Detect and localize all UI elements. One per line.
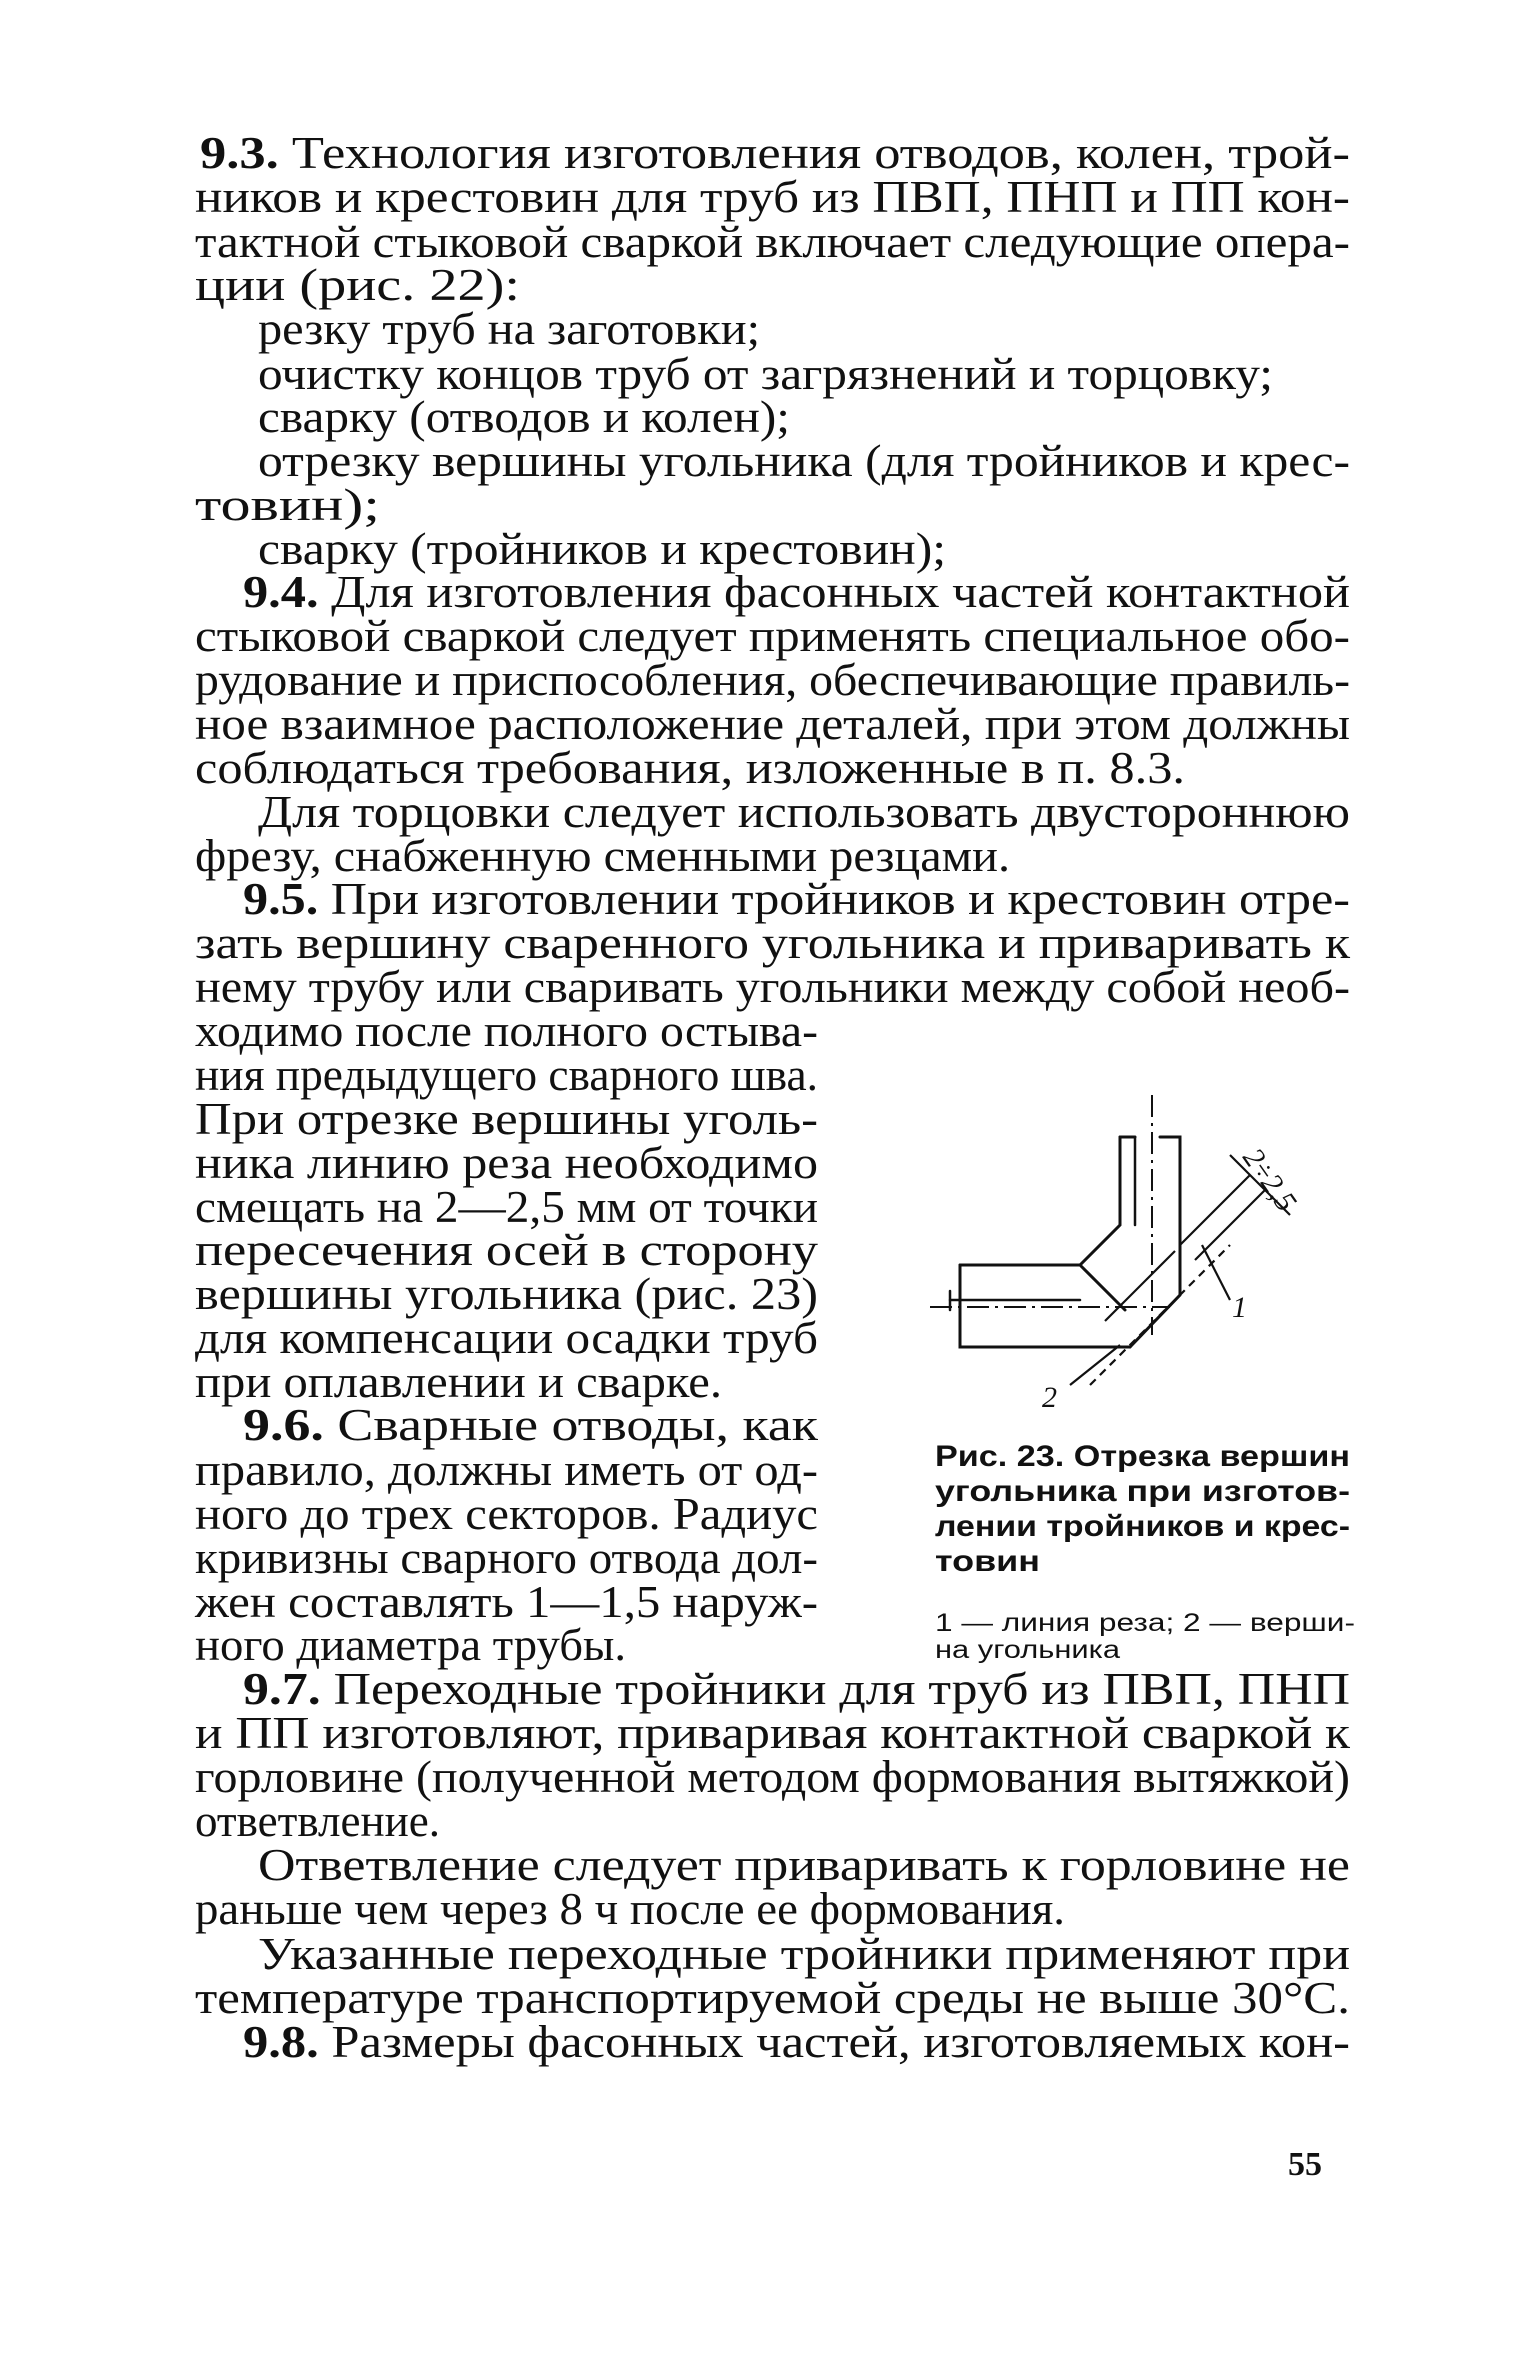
line-text: ции (рис. 22): [195,260,520,310]
line-text: отрезку вершины угольника (для тройников и крес- [258,436,1350,486]
text-line [195,1708,1350,1758]
text-line [195,1357,722,1407]
text-line [195,1884,1065,1934]
line-text: правило, должны иметь от од- [195,1445,818,1495]
line-text: фрезу, снабженную сменными резцами. [195,831,1010,881]
legend-line: 1 — линия реза; 2 — верши- [935,1609,1355,1637]
line-text: смещать на 2—2,5 мм от точки [195,1182,818,1232]
text-line [195,611,1350,661]
line-text: товин); [195,480,380,530]
text-line [195,1489,818,1539]
line-text: тактной стыковой сваркой включает следующие опера- [195,217,1350,267]
caption-line: товин [935,1545,1040,1578]
dimension-line-a [1180,1175,1250,1245]
line-text: ответвление. [195,1796,440,1846]
text-line [195,918,1350,968]
line-text: сварку (тройников и крестовин); [258,524,946,574]
line-text: и ПП изготовляют, приваривая контактной сваркой к [195,1708,1350,1758]
line-text: ния предыдущего сварного шва. [195,1050,819,1100]
text-line [258,436,1350,486]
page-number: 55 [1288,2146,1322,2183]
line-text: нему трубу или сваривать угольники между собой необ- [195,962,1350,1012]
text-line [258,1840,1350,1890]
text-line [243,567,1351,617]
text-line [195,699,1350,749]
label-1: 1 [1232,1291,1247,1324]
caption-line: угольника при изготов- [935,1475,1350,1508]
text-line [195,962,1350,1012]
text-line [258,787,1350,837]
line-text: Для торцовки следует использовать двустороннюю [258,787,1350,837]
line-text: При изготовлении тройников и крестовин отре- [318,874,1350,924]
line-text: ного до трех секторов. Радиус [195,1489,818,1539]
text-line [195,1225,818,1275]
text-line [195,1577,818,1627]
line-text: раньше чем через 8 ч после ее формования. [195,1884,1065,1934]
text-line [195,1269,818,1319]
line-text: резку труб на заготовки; [258,304,760,354]
line-text: рудование и приспособления, обеспечивающие правиль- [195,655,1350,705]
text-line [243,1400,818,1450]
text-line [195,743,1185,793]
line-text: соблюдаться требования, изложенные в п. 8.3. [195,743,1185,793]
text-line [195,1752,1350,1802]
line-text: Для изготовления фасонных частей контактной [318,567,1351,617]
text-line [243,2017,1350,2067]
line-text: стыковой сваркой следует применять специальное обо- [195,611,1350,661]
text-line [195,217,1350,267]
line-text: ное взаимное расположение деталей, при этом должны [195,699,1350,749]
figure-23-drawing [930,1095,1360,1425]
text-line [258,392,790,442]
line-text: вершины угольника (рис. 23) [195,1269,818,1319]
text-line [195,831,1010,881]
line-text: Переходные тройники для труб из ПВП, ПНП [320,1664,1350,1714]
line-text: ного диаметра трубы. [195,1620,626,1670]
line-text: при оплавлении и сварке. [195,1357,722,1407]
line-text: кривизны сварного отвода дол- [195,1533,818,1583]
text-line [195,1533,818,1583]
section-number: 9.5. [243,874,319,924]
text-line [258,304,760,354]
text-line [195,172,1350,222]
text-line [195,1620,626,1670]
line-text: сварку (отводов и колен); [258,392,790,442]
line-text: Указанные переходные тройники применяют при [258,1929,1350,1979]
legend-line: на угольника [935,1636,1120,1664]
line-text: ников и крестовин для труб из ПВП, ПНП и ПП кон- [195,172,1350,222]
line-text: Ответвление следует приваривать к горловине не [258,1840,1350,1890]
text-line [195,1050,819,1100]
pipe-outline-inner [960,1137,1120,1265]
line-text: зать вершину сваренного угольника и приваривать к [195,918,1350,968]
text-line [243,1664,1350,1714]
elbow-cut-diagram [930,1095,1360,1425]
text-line [243,874,1350,924]
line-text: для компенсации осадки труб [195,1313,818,1363]
line-text: пересечения осей в сторону [195,1225,818,1275]
text-line [195,1313,818,1363]
line-text: Размеры фасонных частей, изготовляемых кон- [318,2017,1350,2067]
section-number: 9.4. [243,567,319,617]
section-number: 9.7. [243,1664,321,1714]
text-line [258,349,1273,399]
section-number: 9.3. [200,128,279,178]
line-text: Сварные отводы, как [323,1400,818,1450]
line-text: очистку концов труб от загрязнений и торцовку; [258,349,1273,399]
text-line [195,1182,818,1232]
text-line [195,1973,1350,2023]
line-text: жен составлять 1—1,5 наруж- [195,1577,818,1627]
text-line [200,128,1351,178]
line-text: ходимо после полного остыва- [195,1006,818,1056]
section-number: 9.6. [243,1400,324,1450]
weld-line [1080,1265,1125,1310]
caption-line: лении тройников и крес- [935,1510,1350,1543]
line-text: При отрезке вершины уголь- [195,1094,818,1144]
text-line [258,524,946,574]
caption-line: Рис. 23. Отрезка вершин [935,1440,1350,1473]
text-line [195,260,520,310]
line-text: ника линию реза необходимо [195,1138,818,1188]
pipe-outline-vertical [1120,1137,1180,1347]
leader-1 [1202,1245,1230,1300]
text-line [258,1929,1350,1979]
text-line [195,1445,818,1495]
line-text: температуре транспортируемой среды не выше 30°С. [195,1973,1350,2023]
label-2: 2 [1042,1381,1057,1414]
text-line [195,480,380,530]
text-line [195,1796,440,1846]
text-line [195,1006,818,1056]
text-line [195,655,1350,705]
line-text: горловине (полученной методом формования вытяжкой) [195,1752,1350,1802]
dimension-label: 2÷2,5 [1236,1142,1303,1218]
section-number: 9.8. [243,2017,319,2067]
text-line [195,1094,818,1144]
line-text: Технология изготовления отводов, колен, трой- [278,128,1351,178]
text-line [195,1138,818,1188]
